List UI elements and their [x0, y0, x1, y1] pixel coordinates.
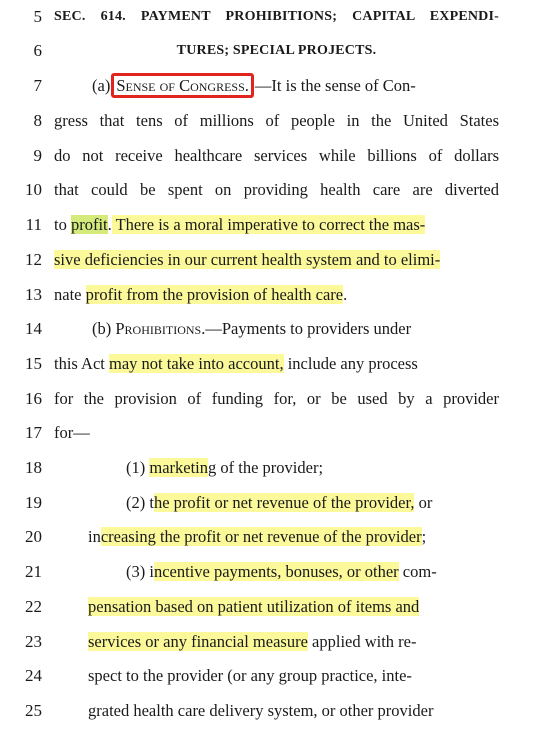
text-line: that could be spent on providing health care are diverted [54, 180, 499, 199]
text-line [54, 210, 499, 240]
line-number: 23 [25, 632, 42, 651]
sense-of-congress-heading: Sense of Congress. [111, 73, 254, 98]
text-run: (3) i [126, 562, 154, 581]
text-line: gress that tens of millions of people in the United States [54, 111, 499, 130]
line-16 [0, 384, 541, 414]
item-3-continued: spect to the provider (or any group practice, inte- [88, 666, 412, 685]
text-run: (1) [126, 458, 150, 477]
text-line: for the provision of funding for, or be used by a provider [54, 389, 499, 408]
text-line [54, 245, 499, 275]
highlight-green: profit [70, 215, 108, 234]
line-24 [0, 661, 541, 691]
line-number: 17 [25, 423, 42, 442]
line-number: 20 [25, 527, 42, 546]
highlight-yellow: There is a moral imperative to correct the mas- [111, 215, 426, 234]
line-18 [0, 453, 541, 483]
highlight-yellow: profit [85, 285, 123, 304]
highlight-yellow: creasing the [100, 527, 185, 546]
highlight-yellow: services or any financial measure [88, 632, 308, 651]
text-run: . [107, 215, 112, 234]
section-heading-line2: TURES; SPECIAL PROJECTS. [176, 43, 377, 58]
line-20 [0, 522, 541, 552]
line-number: 14 [25, 319, 42, 338]
item-3-continued [54, 627, 499, 657]
line-number: 16 [25, 389, 42, 408]
text-run: g of the provider; [208, 458, 324, 477]
line-21 [0, 557, 541, 587]
highlight-yellow: profit [184, 527, 221, 546]
text-run: . [343, 285, 348, 304]
line-5 [0, 2, 541, 32]
text-run: com- [398, 562, 437, 581]
text-run: or [414, 493, 433, 512]
item-2-continued [54, 522, 499, 552]
line-22 [0, 592, 541, 622]
line-number: 13 [25, 285, 42, 304]
line-25 [0, 696, 541, 726]
line-15 [0, 349, 541, 379]
text-line: do not receive healthcare services while billions of dollars [54, 146, 499, 165]
line-19 [0, 488, 541, 518]
subsection-label: (b) [92, 319, 116, 338]
line-number: 18 [25, 458, 42, 477]
line-6 [0, 36, 541, 66]
line-13 [0, 280, 541, 310]
line-number: 11 [25, 215, 42, 234]
line-10 [0, 175, 541, 205]
highlight-yellow: marketin [149, 458, 209, 477]
line-11 [0, 210, 541, 240]
highlight-yellow: or net revenue of the provider [220, 527, 422, 546]
line-number: 6 [33, 41, 42, 60]
section-heading-line1: SEC. 614. PAYMENT PROHIBITIONS; CAPITAL EXPENDI- [54, 9, 499, 24]
text-run: —It is the sense of Con- [254, 76, 416, 95]
subsection-label: (a) [92, 76, 111, 95]
line-7 [0, 71, 541, 101]
highlight-yellow: sive deficiencies in our current health system and to elimi- [54, 250, 441, 269]
line-number: 5 [33, 7, 42, 26]
line-number: 10 [25, 180, 42, 199]
line-8 [0, 106, 541, 136]
item-3-continued [54, 592, 499, 622]
item-3-line [54, 557, 499, 587]
text-line [54, 280, 499, 310]
line-number: 22 [25, 597, 42, 616]
line-number: 8 [33, 111, 42, 130]
subsection-a-line [54, 71, 499, 101]
text-run: include any process [283, 354, 418, 373]
text-run: to [54, 215, 71, 234]
line-number: 21 [25, 562, 42, 581]
item-3-continued: grated health care delivery system, or other provider [88, 701, 434, 720]
text-run: in [88, 527, 101, 546]
highlight-yellow: pensation based on patient utilization of items and [88, 597, 420, 616]
text-line [54, 349, 499, 379]
text-run: this Act [54, 354, 110, 373]
text-run: (2) t [126, 493, 154, 512]
text-run: nate [54, 285, 86, 304]
line-12 [0, 245, 541, 275]
highlight-yellow: ncentive payments, bonuses, or other [153, 562, 399, 581]
highlight-yellow: or net revenue of the provider, [210, 493, 415, 512]
text-line: for— [54, 423, 90, 442]
item-1-line [54, 453, 499, 483]
highlight-yellow: from the provision of health care [122, 285, 344, 304]
line-number: 7 [33, 76, 42, 95]
subsection-b-line [54, 314, 499, 344]
text-run: ; [421, 527, 427, 546]
item-2-line [54, 488, 499, 518]
highlight-yellow: may not take into account, [109, 354, 284, 373]
text-run: —Payments to providers under [205, 319, 412, 338]
text-run: applied with re- [307, 632, 417, 651]
line-number: 9 [33, 146, 42, 165]
line-number: 24 [25, 666, 42, 685]
highlight-yellow: he [153, 493, 174, 512]
line-9 [0, 141, 541, 171]
line-number: 19 [25, 493, 42, 512]
prohibitions-heading: Prohibitions. [115, 319, 206, 338]
line-number: 12 [25, 250, 42, 269]
line-number: 15 [25, 354, 42, 373]
line-17 [0, 418, 541, 448]
line-23 [0, 627, 541, 657]
line-14 [0, 314, 541, 344]
line-number: 25 [25, 701, 42, 720]
highlight-yellow: profit [173, 493, 211, 512]
